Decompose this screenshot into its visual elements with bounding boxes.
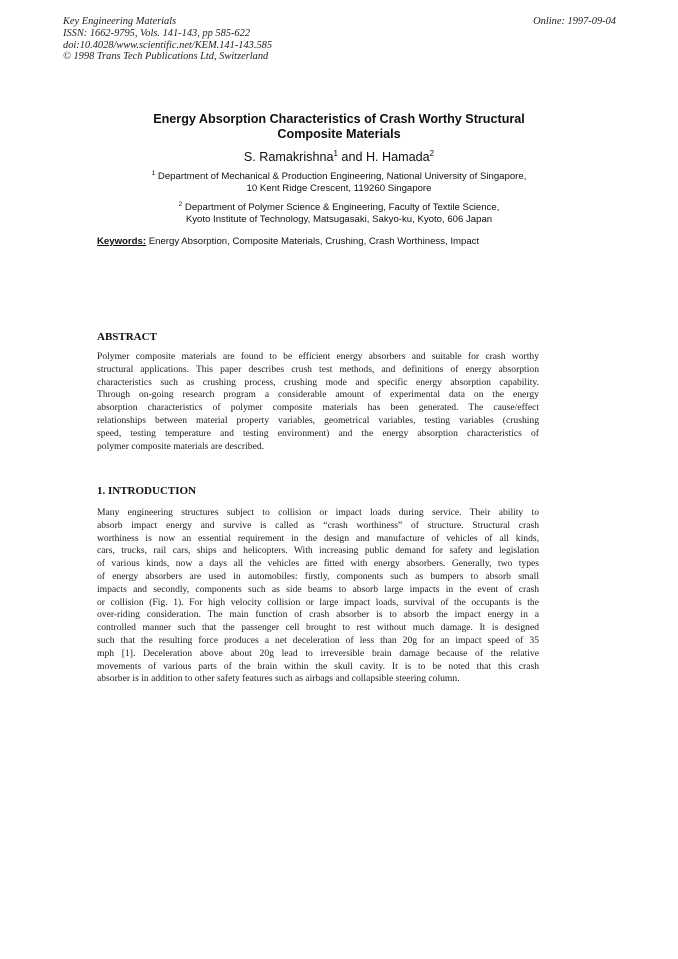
affiliation-1 <box>100 171 578 195</box>
paper-title-line-1: Energy Absorption Characteristics of Crash Worthy Structural <box>153 112 525 126</box>
paper-title-line-2: Composite Materials <box>277 127 401 141</box>
text-line: speed, testing temperature and testing environment) and the energy absorption characteristics of <box>97 427 539 439</box>
text-line: of various kinds, now a days all the vehicles are fitted with energy absorbers. Generally, two types <box>97 558 539 570</box>
journal-name: Key Engineering Materials <box>63 16 177 27</box>
keywords <box>97 236 479 248</box>
author-joiner: and <box>337 150 366 164</box>
introduction-body <box>97 507 539 686</box>
text-line: worthiness is now an essential requirement in the design and manufacture of vehicles of all kinds, <box>97 532 539 544</box>
author-affiliation-mark: 2 <box>429 149 435 158</box>
text-line: structural applications. This paper describes crush test methods, and definitions of energy absorption <box>97 363 539 375</box>
abstract-body <box>97 351 539 453</box>
affiliation-2-line-1 <box>100 202 578 214</box>
abstract-heading: ABSTRACT <box>97 331 157 343</box>
text-line: characteristics such as crushing process, crushing mode and specific energy absorption capability. <box>97 376 539 388</box>
affiliation-1-line-2: 10 Kent Ridge Crescent, 119260 Singapore <box>246 183 432 194</box>
author-affiliation-mark: 1 <box>333 149 338 158</box>
text-line: relationships between material property variables, geometrical variables, testing variables (crushing <box>97 414 539 426</box>
journal-doi: doi:10.4028/www.scientific.net/KEM.141-143.585 <box>63 39 273 51</box>
author-name: H. Hamada <box>365 150 430 164</box>
author-name: S. Ramakrishna <box>243 150 334 164</box>
affiliation-text: Department of Mechanical & Production Engineering, National University of Singapore, <box>155 171 527 182</box>
text-line: such that the resulting force produces a net deceleration of less than 20g for an impact speed of 35 <box>97 634 539 646</box>
text-line: Through on-going research program a considerable amount of experimental data on the energy <box>97 389 539 401</box>
text-line: over-riding consideration. The main function of crash absorber is to absorb the impact energy in a <box>97 609 539 621</box>
affiliation-1-line-1 <box>100 171 578 183</box>
journal-info <box>63 16 272 63</box>
text-line: absorption characteristics of polymer composite materials has been generated. The cause/effect <box>97 402 539 414</box>
text-line: Polymer composite materials are found to be efficient energy absorbers and suitable for crash worthy <box>97 351 539 362</box>
text-line: absorber is in addition to other safety features such as airbags and collapsible steering column. <box>97 673 460 685</box>
text-line: Many engineering structures subject to collision or impact loads during service. Their ability to <box>97 507 539 518</box>
affiliation-mark: 2 <box>178 201 183 208</box>
author-list <box>100 150 578 165</box>
text-line: impacts and secondly, components such as side beams to absorb large impacts in the event of crash <box>97 583 539 595</box>
text-line: controlled manner such that the passenger cell brought to rest without much damage. It is designed <box>97 622 539 634</box>
text-line: absorb impact energy and survive is called as “crash worthiness” of structure. Structural crash <box>97 519 539 531</box>
online-date: Online: 1997-09-04 <box>533 16 616 27</box>
journal-copyright: © 1998 Trans Tech Publications Ltd, Switzerland <box>63 51 269 63</box>
keywords-text: Energy Absorption, Composite Materials, Crushing, Crash Worthiness, Impact <box>146 236 480 247</box>
affiliation-2 <box>100 202 578 226</box>
text-line: polymer composite materials are described. <box>97 440 265 452</box>
text-line: of energy absorbers are used in automobiles: firstly, components such as bumpers to absorb small <box>97 570 539 582</box>
text-line: cars, trucks, rail cars, ships and helicopters. With increasing public demand for safety and legislation <box>97 545 539 557</box>
affiliation-text: Department of Polymer Science & Engineering, Faculty of Textile Science, <box>182 202 500 213</box>
text-line: movements of various parts of the brain within the skull cavity. It is to be noted that this crash <box>97 660 539 672</box>
affiliation-mark: 1 <box>151 170 156 177</box>
text-line: mph [1]. Deceleration above about 20g lead to irreversible brain damage because of the relative <box>97 647 539 659</box>
introduction-heading: 1. INTRODUCTION <box>97 485 197 497</box>
text-line: or collision (Fig. 1). For high velocity collision or large impact loads, survival of the occupants is the <box>97 596 539 608</box>
affiliation-2-line-2: Kyoto Institute of Technology, Matsugasaki, Sakyo-ku, Kyoto, 606 Japan <box>185 214 493 225</box>
paper-title <box>100 112 578 142</box>
journal-issn: ISSN: 1662-9795, Vols. 141-143, pp 585-622 <box>63 27 251 39</box>
keywords-label: Keywords: <box>97 236 147 247</box>
